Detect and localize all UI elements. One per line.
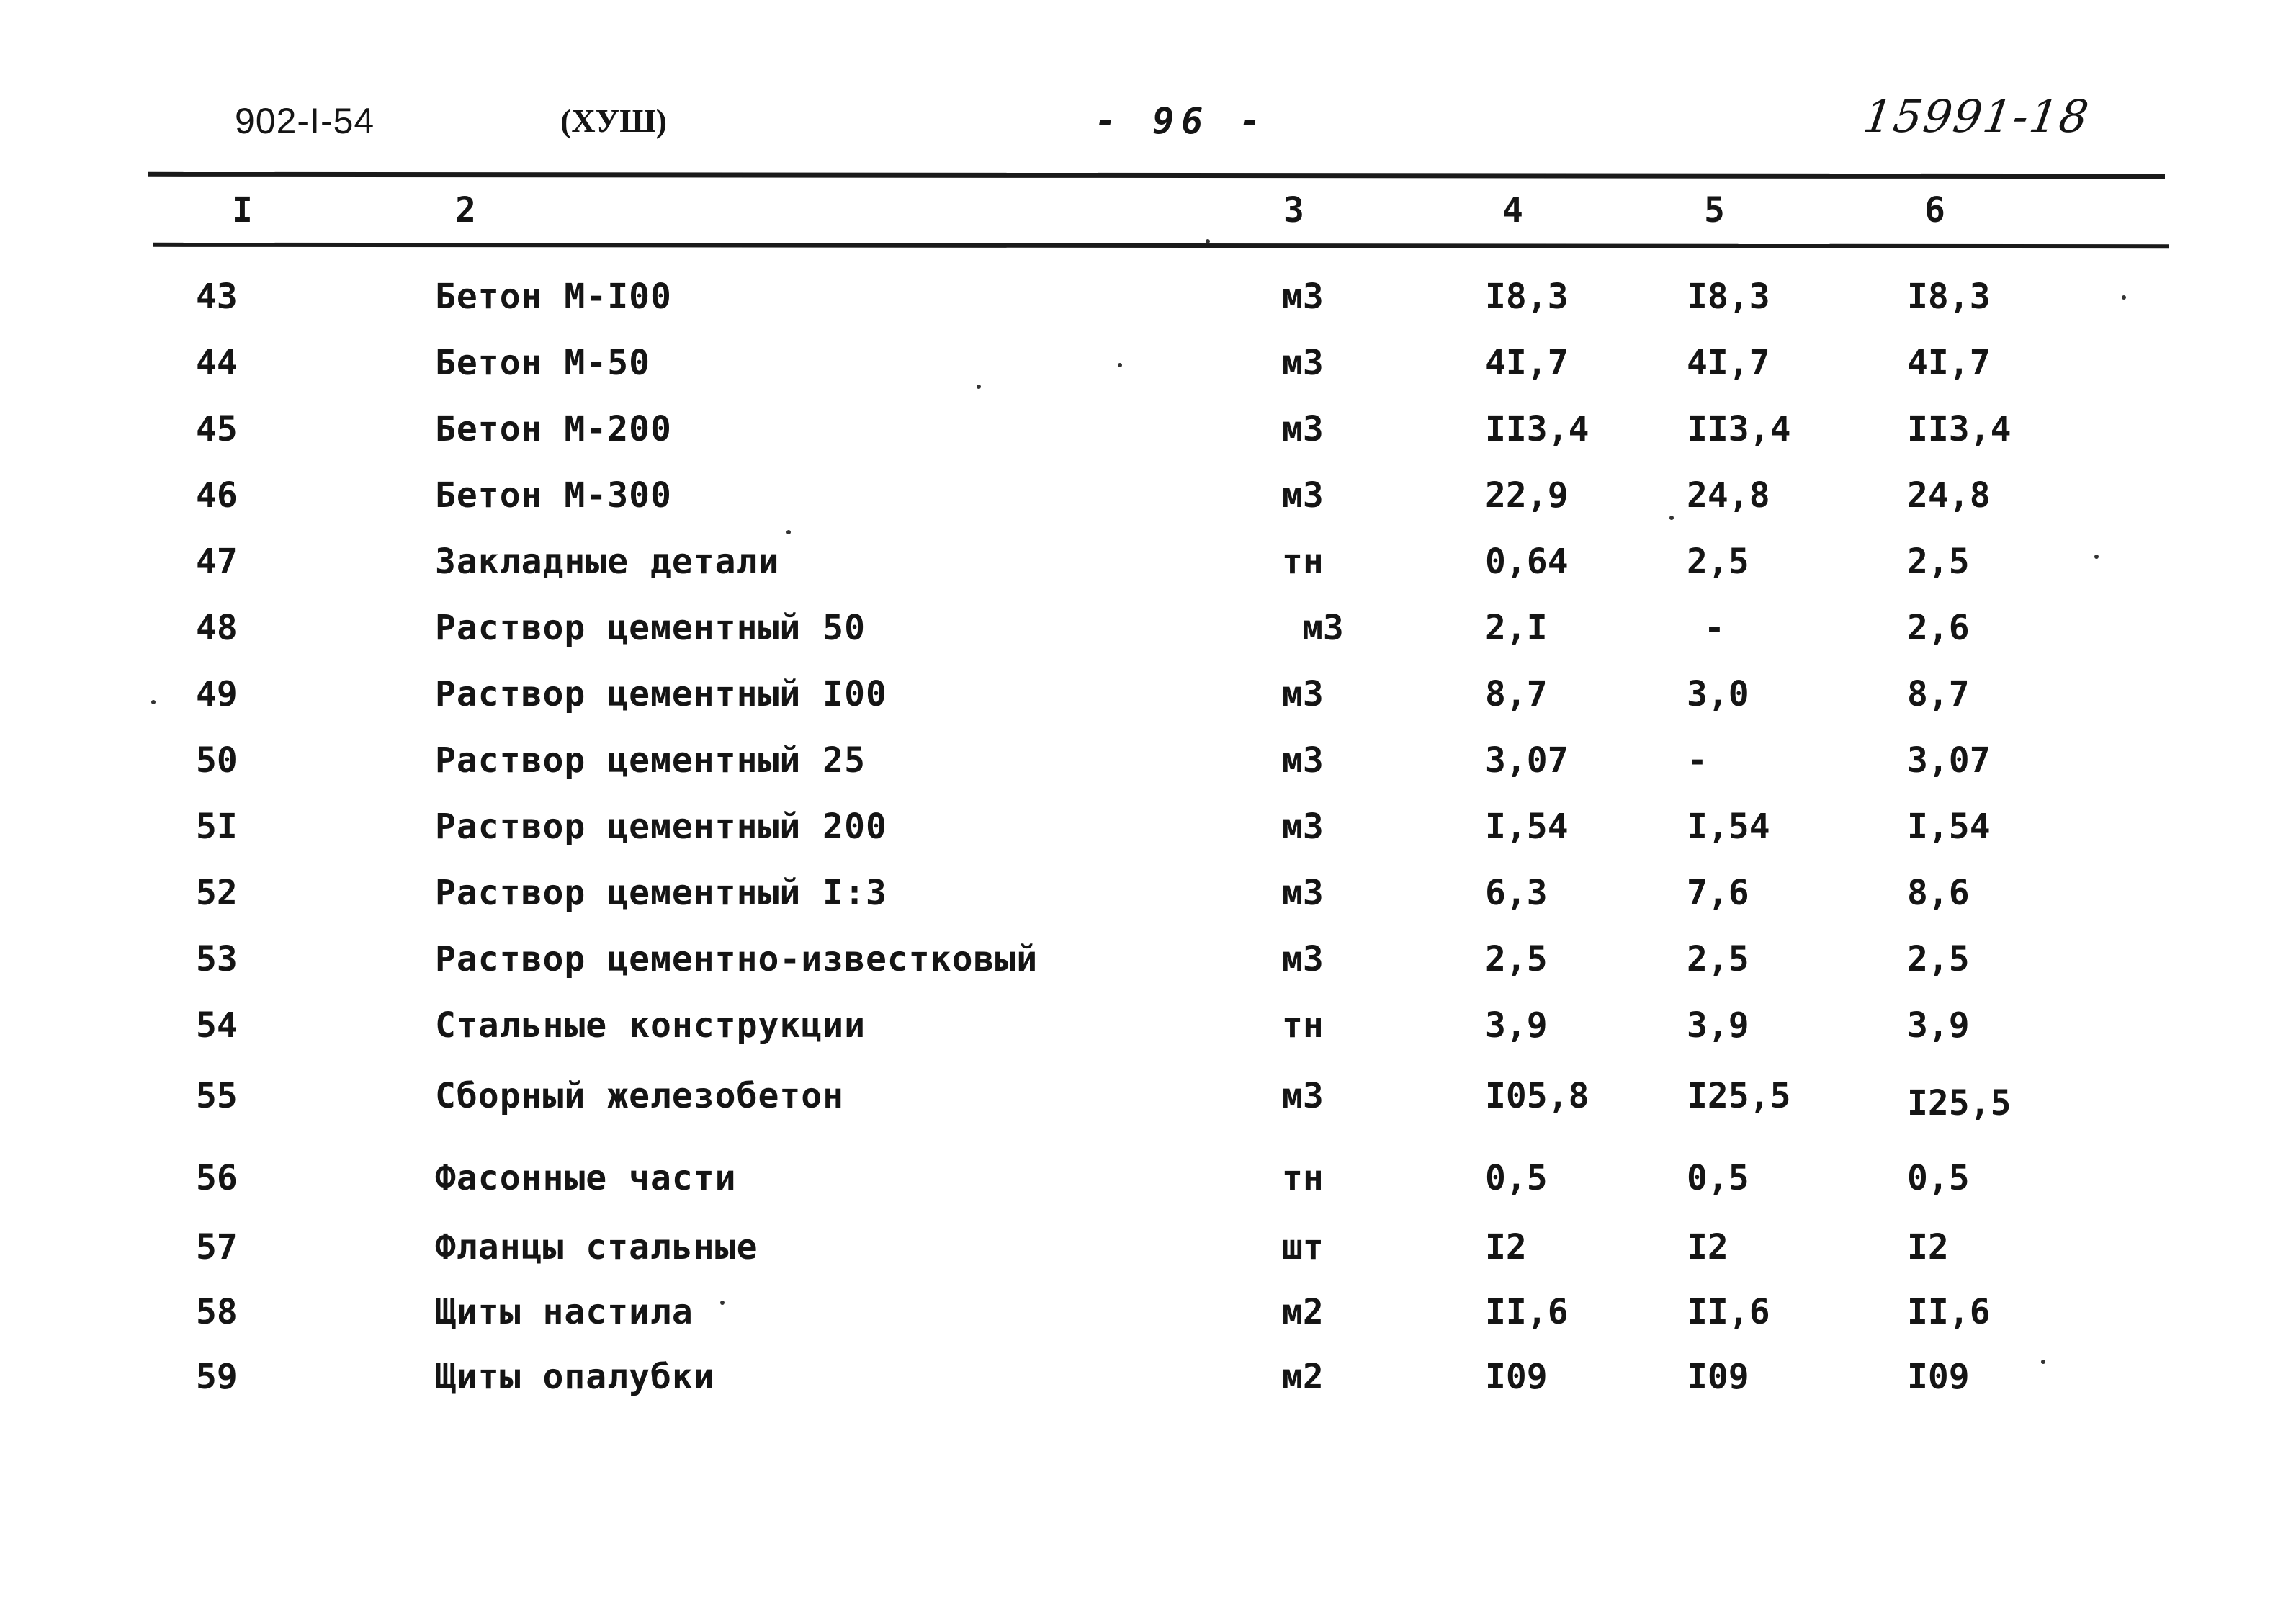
document-code: 902-I-54 xyxy=(235,101,375,141)
row-number: 49 xyxy=(196,674,238,714)
row-value-4: 8,7 xyxy=(1485,674,1548,714)
row-name: Бетон М-50 xyxy=(435,343,650,383)
row-value-5: 2,5 xyxy=(1687,939,1749,979)
row-value-6: 0,5 xyxy=(1907,1158,1970,1198)
row-unit: м3 xyxy=(1282,939,1324,979)
row-value-4: I,54 xyxy=(1485,807,1569,847)
row-name: Раствор цементный I:3 xyxy=(435,873,887,913)
row-number: 46 xyxy=(196,475,238,516)
scan-speck xyxy=(1669,516,1674,520)
table-row xyxy=(0,1155,2296,1201)
row-name: Бетон М-200 xyxy=(435,409,672,449)
row-unit: м2 xyxy=(1282,1357,1324,1397)
row-unit: м3 xyxy=(1282,409,1324,449)
table-row xyxy=(0,737,2296,784)
scan-speck xyxy=(1206,239,1210,243)
table-row xyxy=(0,539,2296,585)
scan-speck xyxy=(2041,1360,2045,1364)
row-number: 43 xyxy=(196,277,238,317)
row-unit: м3 xyxy=(1282,873,1324,913)
row-number: 50 xyxy=(196,740,238,781)
row-value-6: I2 xyxy=(1907,1227,1949,1267)
row-unit: тн xyxy=(1282,1158,1324,1198)
row-value-6: I,54 xyxy=(1907,807,1991,847)
row-unit: м3 xyxy=(1282,674,1324,714)
row-value-5: II,6 xyxy=(1687,1292,1770,1332)
row-value-4: I05,8 xyxy=(1485,1076,1589,1116)
row-value-4: 6,3 xyxy=(1485,873,1548,913)
row-value-6: 24,8 xyxy=(1907,475,1991,516)
row-value-4: 0,64 xyxy=(1485,542,1569,582)
row-value-5: 4I,7 xyxy=(1687,343,1770,383)
table-row xyxy=(0,870,2296,916)
row-name: Раствор цементный 200 xyxy=(435,807,887,847)
column-header-1: I xyxy=(232,190,253,230)
table-row xyxy=(0,406,2296,452)
column-header-2: 2 xyxy=(455,190,476,230)
row-value-6: 3,9 xyxy=(1907,1005,1970,1046)
column-header-4: 4 xyxy=(1502,190,1523,230)
row-value-5: I25,5 xyxy=(1687,1076,1791,1116)
row-number: 52 xyxy=(196,873,238,913)
row-unit: шт xyxy=(1282,1227,1324,1267)
table-row xyxy=(0,1289,2296,1335)
row-name: Раствор цементный 25 xyxy=(435,740,866,781)
row-value-4: 2,I xyxy=(1485,608,1548,648)
table-row xyxy=(0,605,2296,651)
table-row xyxy=(0,1354,2296,1400)
row-value-6: 3,07 xyxy=(1907,740,1991,781)
row-unit: м3 xyxy=(1282,343,1324,383)
row-value-4: I09 xyxy=(1485,1357,1548,1397)
row-value-5: - xyxy=(1687,740,1708,781)
row-value-5: 24,8 xyxy=(1687,475,1770,516)
row-name: Раствор цементный I00 xyxy=(435,674,887,714)
table-row xyxy=(0,1073,2296,1123)
row-name: Раствор цементно-известковый xyxy=(435,939,1039,979)
column-header-6: 6 xyxy=(1924,190,1945,230)
scan-speck xyxy=(1118,363,1122,367)
row-value-4: 3,07 xyxy=(1485,740,1569,781)
table-row xyxy=(0,472,2296,519)
row-value-4: 0,5 xyxy=(1485,1158,1548,1198)
row-number: 54 xyxy=(196,1005,238,1046)
row-value-4: 22,9 xyxy=(1485,475,1569,516)
row-name: Сборный железобетон xyxy=(435,1076,845,1116)
row-name: Бетон М-300 xyxy=(435,475,672,516)
table-top-rule xyxy=(148,172,2165,179)
row-unit: м3 xyxy=(1282,1076,1324,1116)
row-number: 47 xyxy=(196,542,238,582)
row-unit: тн xyxy=(1282,542,1324,582)
row-value-6: 4I,7 xyxy=(1907,343,1991,383)
scan-speck xyxy=(720,1301,725,1305)
row-value-4: II,6 xyxy=(1485,1292,1569,1332)
row-value-5: 3,9 xyxy=(1687,1005,1749,1046)
row-name: Стальные конструкции xyxy=(435,1005,866,1046)
scan-speck xyxy=(786,530,791,534)
row-unit: тн xyxy=(1282,1005,1324,1046)
table-row xyxy=(0,671,2296,717)
row-value-6: I25,5 xyxy=(1907,1083,2012,1123)
row-number: 5I xyxy=(196,807,238,847)
scan-speck xyxy=(2094,555,2099,559)
row-value-5: I09 xyxy=(1687,1357,1749,1397)
row-name: Щиты опалубки xyxy=(435,1357,715,1397)
row-value-6: 2,5 xyxy=(1907,542,1970,582)
table-row xyxy=(0,936,2296,982)
row-number: 58 xyxy=(196,1292,238,1332)
table-row xyxy=(0,340,2296,386)
table-row xyxy=(0,1224,2296,1270)
row-value-4: II3,4 xyxy=(1485,409,1589,449)
table-row xyxy=(0,804,2296,850)
row-value-6: 8,6 xyxy=(1907,873,1970,913)
row-value-6: I8,3 xyxy=(1907,277,1991,317)
column-header-3: 3 xyxy=(1283,190,1304,230)
row-value-4: 2,5 xyxy=(1485,939,1548,979)
table-row xyxy=(0,1002,2296,1049)
column-header-5: 5 xyxy=(1704,190,1725,230)
row-value-6: II,6 xyxy=(1907,1292,1991,1332)
row-value-4: I2 xyxy=(1485,1227,1527,1267)
scan-speck xyxy=(2122,295,2126,300)
row-value-5: I2 xyxy=(1687,1227,1728,1267)
row-number: 53 xyxy=(196,939,238,979)
row-value-5: I,54 xyxy=(1687,807,1770,847)
row-unit: м3 xyxy=(1282,807,1324,847)
row-name: Фланцы стальные xyxy=(435,1227,758,1267)
row-value-4: 4I,7 xyxy=(1485,343,1569,383)
row-value-6: 2,5 xyxy=(1907,939,1970,979)
row-number: 56 xyxy=(196,1158,238,1198)
row-value-4: I8,3 xyxy=(1485,277,1569,317)
row-unit: м3 xyxy=(1282,740,1324,781)
row-value-5: I8,3 xyxy=(1687,277,1770,317)
document-section: (ХУШ) xyxy=(560,102,668,139)
row-unit: м2 xyxy=(1282,1292,1324,1332)
row-value-5: 7,6 xyxy=(1687,873,1749,913)
row-name: Бетон М-I00 xyxy=(435,277,672,317)
row-value-5: II3,4 xyxy=(1687,409,1791,449)
row-value-5: - xyxy=(1704,608,1725,648)
scan-speck xyxy=(151,700,156,704)
row-number: 59 xyxy=(196,1357,238,1397)
row-number: 48 xyxy=(196,608,238,648)
row-number: 45 xyxy=(196,409,238,449)
table-header-rule xyxy=(153,243,2169,248)
row-name: Закладные детали xyxy=(435,542,780,582)
row-unit: м3 xyxy=(1302,608,1344,648)
row-unit: м3 xyxy=(1282,475,1324,516)
table-row xyxy=(0,274,2296,320)
page-number: - 96 - xyxy=(1095,100,1268,142)
row-number: 55 xyxy=(196,1076,238,1116)
row-number: 57 xyxy=(196,1227,238,1267)
scan-speck xyxy=(977,385,981,389)
row-value-4: 3,9 xyxy=(1485,1005,1548,1046)
sheet-id-handwritten: 15991-18 xyxy=(1860,90,2094,143)
row-value-6: I09 xyxy=(1907,1357,1970,1397)
row-number: 44 xyxy=(196,343,238,383)
row-value-5: 2,5 xyxy=(1687,542,1749,582)
row-value-6: 2,6 xyxy=(1907,608,1970,648)
row-value-5: 3,0 xyxy=(1687,674,1749,714)
row-name: Фасонные части xyxy=(435,1158,737,1198)
row-value-6: II3,4 xyxy=(1907,409,2012,449)
row-name: Раствор цементный 50 xyxy=(435,608,866,648)
row-value-5: 0,5 xyxy=(1687,1158,1749,1198)
row-value-6: 8,7 xyxy=(1907,674,1970,714)
row-unit: м3 xyxy=(1282,277,1324,317)
row-name: Щиты настила xyxy=(435,1292,694,1332)
